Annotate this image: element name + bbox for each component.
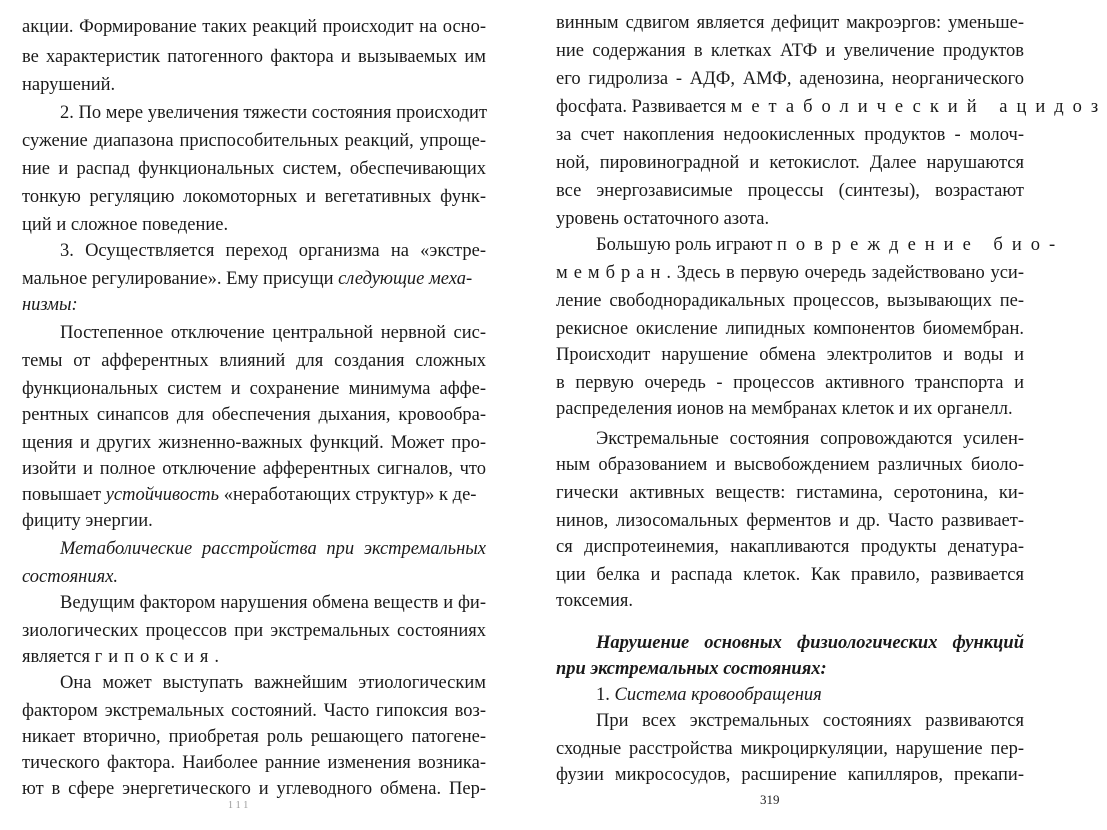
- text-line: в первую очередь - процессов активного транспорта и: [556, 373, 1024, 393]
- section-heading: Метаболические расстройства при экстремальных: [60, 539, 486, 559]
- text-line: сходные расстройства микроциркуляции, нарушение пер-: [556, 739, 1024, 759]
- text-line: фузии микрососудов, расширение капилляров, прекапи-: [556, 765, 1024, 785]
- text-line: все энергозависимые процессы (синтезы), возрастают: [556, 181, 1024, 201]
- text-line: фициту энергии.: [22, 511, 153, 531]
- spaced-term: гипоксия: [94, 647, 215, 667]
- text-line: зиологических процессов при экстремальных состояниях: [22, 621, 486, 641]
- section-heading: Нарушение основных физиологических функций: [596, 633, 1024, 653]
- text-line: [22, 266, 486, 292]
- section-heading: состояниях.: [22, 567, 119, 587]
- text-segment: является: [22, 647, 95, 667]
- text-line: 3. Осуществляется переход организма на «экстре-: [60, 241, 486, 261]
- page-number: 319: [760, 792, 780, 807]
- text-line: ве характеристик патогенного фактора и вызываемых им: [22, 47, 486, 67]
- text-line: сужение диапазона приспособительных реакций, упроще-: [22, 131, 486, 151]
- text-line: функциональных систем и сохранение минимума аффе-: [22, 379, 486, 399]
- section-heading: при экстремальных состояниях:: [556, 659, 827, 679]
- right-page: [512, 0, 1107, 830]
- text-line: Она может выступать важнейшим этиологическим: [60, 673, 486, 693]
- text-line: [556, 260, 1024, 286]
- text-line: токсемия.: [556, 591, 634, 611]
- spaced-term: мембран: [556, 263, 667, 283]
- text-segment: фосфата. Развивается: [556, 97, 731, 117]
- text-line: [22, 644, 486, 670]
- text-line: Постепенное отключение центральной нервной сис-: [60, 323, 486, 343]
- text-line: распределения ионов на мембранах клеток и их органелл.: [556, 399, 1013, 419]
- left-page: [0, 0, 512, 830]
- text-line: изойти и полное отключение афферентных сигналов, что: [22, 459, 486, 479]
- text-line: ций и сложное поведение.: [22, 215, 229, 235]
- text-line: Ведущим фактором нарушения обмена веществ и фи-: [60, 593, 486, 613]
- page-number-faint: 111: [228, 800, 252, 811]
- text-line: ной, пировиноградной и кетокислот. Далее нарушаются: [556, 153, 1024, 173]
- text-line: ление свободнорадикальных процессов, вызывающих пе-: [556, 291, 1024, 311]
- text-line: щения и других жизненно-важных функций. Может про-: [22, 433, 486, 453]
- text-line: низмы:: [22, 295, 78, 315]
- text-line: [596, 232, 1065, 258]
- text-segment: «неработающих структур» к де-: [219, 485, 477, 505]
- text-line: ся диспротеинемия, накапливаются продукты денатура-: [556, 537, 1024, 557]
- text-line: его гидролиза - АДФ, АМФ, аденозина, неорганического: [556, 69, 1024, 89]
- text-line: ние содержания в клетках АТФ и увеличение продуктов: [556, 41, 1024, 61]
- text-segment: мальное регулирование». Ему присущи: [22, 269, 339, 289]
- text-line: тического фактора. Наиболее ранние изменения возника-: [22, 753, 486, 773]
- text-segment: .: [214, 647, 220, 667]
- text-line: ние и распад функциональных систем, обеспечивающих: [22, 159, 486, 179]
- text-line: за счет накопления недоокисленных продуктов - молоч-: [556, 125, 1024, 145]
- text-line: фактором экстремальных состояний. Часто гипоксия воз-: [22, 701, 486, 721]
- text-line: Экстремальные состояния сопровождаются усилен-: [596, 429, 1024, 449]
- text-line: рентных синапсов для обеспечения дыхания, кровообра-: [22, 405, 486, 425]
- text-line: уровень остаточного азота.: [556, 209, 770, 229]
- text-segment: . Здесь в первую очередь задействовано уси-: [666, 263, 1024, 283]
- text-line: ют в сфере энергетического и углеводного обмена. Пер-: [22, 779, 486, 799]
- text-line: ции белка и распада клеток. Как правило, развивается: [556, 565, 1024, 585]
- text-line: Происходит нарушение обмена электролитов и воды и: [556, 345, 1024, 365]
- text-line: 2. По мере увеличения тяжести состояния происходит: [60, 103, 488, 123]
- text-line: [22, 482, 486, 508]
- italic-term: следующие меха-: [338, 269, 473, 289]
- text-segment: Большую роль играют: [596, 235, 778, 255]
- text-line: никает вторично, приобретая роль решающего патогене-: [22, 727, 486, 747]
- text-line: винным сдвигом является дефицит макроэргов: уменьше-: [556, 13, 1024, 33]
- text-line: нарушений.: [22, 75, 116, 95]
- spaced-term: метаболический ацидоз: [730, 97, 1107, 117]
- text-line: тонкую регуляцию локомоторных и вегетативных функ-: [22, 187, 486, 207]
- subsection-heading: [596, 682, 1024, 708]
- text-line: нинов, лизосомальных ферментов и др. Часто развивает-: [556, 511, 1024, 531]
- text-line: При всех экстремальных состояниях развиваются: [596, 711, 1024, 731]
- italic-term: Система кровообращения: [614, 685, 822, 705]
- text-line: акции. Формирование таких реакций происходит на осно-: [22, 17, 486, 37]
- text-line: [556, 94, 1107, 120]
- text-line: ным образованием и высвобождением различных биоло-: [556, 455, 1024, 475]
- spaced-term: повреждение био-: [777, 235, 1065, 255]
- text-line: темы от афферентных влияний для создания сложных: [22, 351, 486, 371]
- text-line: рекисное окисление липидных компонентов биомембран.: [556, 319, 1024, 339]
- text-line: гически активных веществ: гистамина, серотонина, ки-: [556, 483, 1024, 503]
- text-segment: повышает: [22, 485, 106, 505]
- italic-term: устойчивость: [105, 485, 220, 505]
- text-segment: 1.: [596, 685, 615, 705]
